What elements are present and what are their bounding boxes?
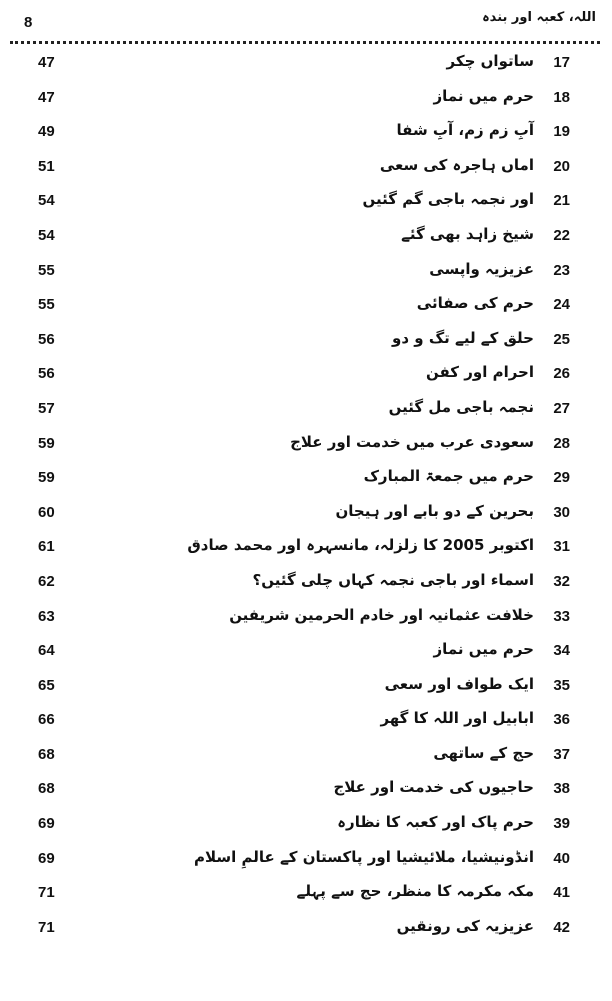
chapter-number: 24 bbox=[553, 296, 570, 314]
toc-entry bbox=[0, 117, 612, 152]
chapter-title: حرم پاک اور کعبہ کا نظارہ bbox=[337, 813, 534, 832]
toc-entry bbox=[0, 602, 612, 637]
chapter-number: 20 bbox=[553, 157, 570, 175]
chapter-title: حرم کی صفائی bbox=[416, 294, 534, 313]
chapter-number: 37 bbox=[553, 745, 570, 763]
page-reference: 65 bbox=[38, 676, 55, 694]
chapter-title: ساتواں چکر bbox=[446, 52, 534, 70]
toc-entry bbox=[0, 359, 612, 394]
page-reference: 56 bbox=[38, 365, 55, 383]
page-reference: 62 bbox=[38, 572, 55, 590]
chapter-number: 17 bbox=[553, 54, 570, 71]
toc-entry bbox=[0, 186, 612, 221]
page-reference: 55 bbox=[38, 261, 55, 279]
page-reference: 68 bbox=[38, 745, 55, 763]
header-divider bbox=[10, 41, 600, 44]
chapter-title: حج کے ساتھی bbox=[433, 743, 534, 762]
chapter-number: 18 bbox=[553, 88, 570, 106]
chapter-title: اماں ہاجرہ کی سعی bbox=[379, 155, 534, 174]
page-reference: 47 bbox=[38, 88, 55, 106]
page-reference: 60 bbox=[38, 503, 55, 521]
chapter-title: اکتوبر 2005 کا زلزلہ، مانسہرہ اور محمد صادق bbox=[187, 536, 534, 555]
page-reference: 54 bbox=[38, 226, 55, 244]
chapter-number: 33 bbox=[553, 607, 570, 625]
chapter-number: 28 bbox=[553, 434, 570, 452]
chapter-title: مکہ مکرمہ کا منظر، حج سے پہلے bbox=[296, 882, 534, 901]
toc-entry bbox=[0, 152, 612, 187]
chapter-number: 31 bbox=[553, 538, 570, 556]
page-reference: 56 bbox=[38, 330, 55, 348]
toc-entry bbox=[0, 671, 612, 706]
toc-entry bbox=[0, 567, 612, 602]
toc-entry bbox=[0, 394, 612, 429]
toc-entry bbox=[0, 256, 612, 291]
page-reference: 57 bbox=[38, 399, 55, 417]
page-reference: 59 bbox=[38, 469, 55, 487]
chapter-title: اسماء اور باجی نجمہ کہاں چلی گئیں؟ bbox=[252, 570, 534, 589]
chapter-number: 36 bbox=[553, 711, 570, 729]
chapter-number: 23 bbox=[553, 261, 570, 279]
chapter-number: 39 bbox=[553, 815, 570, 833]
chapter-number: 42 bbox=[553, 918, 570, 936]
table-of-contents bbox=[0, 48, 612, 947]
chapter-number: 32 bbox=[553, 572, 570, 590]
page-reference: 71 bbox=[38, 884, 55, 902]
chapter-number: 19 bbox=[553, 123, 570, 141]
chapter-title: حرم میں نماز bbox=[433, 86, 534, 105]
page-reference: 69 bbox=[38, 849, 55, 867]
chapter-number: 41 bbox=[553, 884, 570, 902]
chapter-number: 25 bbox=[553, 330, 570, 348]
chapter-title: حرم میں جمعۃ المبارک bbox=[363, 467, 534, 486]
page-reference: 51 bbox=[38, 157, 55, 175]
toc-entry bbox=[0, 913, 612, 948]
running-title: اللہ، کعبہ اور بندہ bbox=[482, 10, 596, 25]
chapter-number: 35 bbox=[553, 676, 570, 694]
chapter-title: بحرین کے دو بابے اور ہیجان bbox=[335, 501, 534, 520]
chapter-title: عزیزیہ کی رونقیں bbox=[396, 916, 534, 935]
toc-entry bbox=[0, 83, 612, 118]
toc-entry bbox=[0, 463, 612, 498]
toc-entry bbox=[0, 221, 612, 256]
chapter-title: ابابیل اور اللہ کا گھر bbox=[380, 709, 534, 728]
chapter-number: 30 bbox=[553, 503, 570, 521]
chapter-number: 34 bbox=[553, 642, 570, 660]
toc-entry bbox=[0, 498, 612, 533]
chapter-title: اور نجمہ باجی گم گئیں bbox=[362, 190, 534, 209]
chapter-title: نجمہ باجی مل گئیں bbox=[388, 397, 534, 416]
chapter-number: 22 bbox=[553, 226, 570, 244]
chapter-number: 29 bbox=[553, 469, 570, 487]
chapter-title: سعودی عرب میں خدمت اور علاج bbox=[290, 432, 534, 451]
page-reference: 68 bbox=[38, 780, 55, 798]
toc-entry bbox=[0, 48, 612, 83]
chapter-title: آبِ زم زم، آبِ شفا bbox=[396, 121, 534, 140]
toc-entry bbox=[0, 429, 612, 464]
chapter-number: 26 bbox=[553, 365, 570, 383]
toc-entry bbox=[0, 290, 612, 325]
page-header bbox=[14, 10, 598, 32]
chapter-title: شیخ زاہد بھی گئے bbox=[401, 224, 534, 243]
chapter-title: انڈونیشیا، ملائیشیا اور پاکستان کے عالمِ اسلام bbox=[194, 847, 534, 866]
page-reference: 55 bbox=[38, 296, 55, 314]
chapter-title: خلافت عثمانیہ اور خادم الحرمین شریفین bbox=[229, 605, 534, 624]
chapter-title: حرم میں نماز bbox=[433, 640, 534, 659]
page-reference: 64 bbox=[38, 642, 55, 660]
toc-entry bbox=[0, 809, 612, 844]
page-reference: 59 bbox=[38, 434, 55, 452]
chapter-number: 21 bbox=[553, 192, 570, 210]
page-reference: 71 bbox=[38, 918, 55, 936]
toc-entry bbox=[0, 705, 612, 740]
chapter-title: عزیزیہ واپسی bbox=[429, 259, 534, 278]
chapter-title: ایک طواف اور سعی bbox=[384, 674, 534, 693]
toc-entry bbox=[0, 774, 612, 809]
chapter-title: حلق کے لیے تگ و دو bbox=[392, 328, 534, 347]
chapter-title: حاجیوں کی خدمت اور علاج bbox=[333, 778, 534, 797]
toc-entry bbox=[0, 532, 612, 567]
page-reference: 63 bbox=[38, 607, 55, 625]
chapter-number: 38 bbox=[553, 780, 570, 798]
toc-entry bbox=[0, 878, 612, 913]
toc-entry bbox=[0, 844, 612, 879]
page-reference: 47 bbox=[38, 54, 55, 71]
page-reference: 49 bbox=[38, 123, 55, 141]
toc-entry bbox=[0, 740, 612, 775]
page-reference: 54 bbox=[38, 192, 55, 210]
page-reference: 69 bbox=[38, 815, 55, 833]
page-reference: 61 bbox=[38, 538, 55, 556]
page-number: 8 bbox=[24, 14, 33, 31]
chapter-number: 40 bbox=[553, 849, 570, 867]
chapter-title: احرام اور کفن bbox=[426, 363, 534, 382]
toc-entry bbox=[0, 636, 612, 671]
toc-entry bbox=[0, 325, 612, 360]
page-reference: 66 bbox=[38, 711, 55, 729]
chapter-number: 27 bbox=[553, 399, 570, 417]
